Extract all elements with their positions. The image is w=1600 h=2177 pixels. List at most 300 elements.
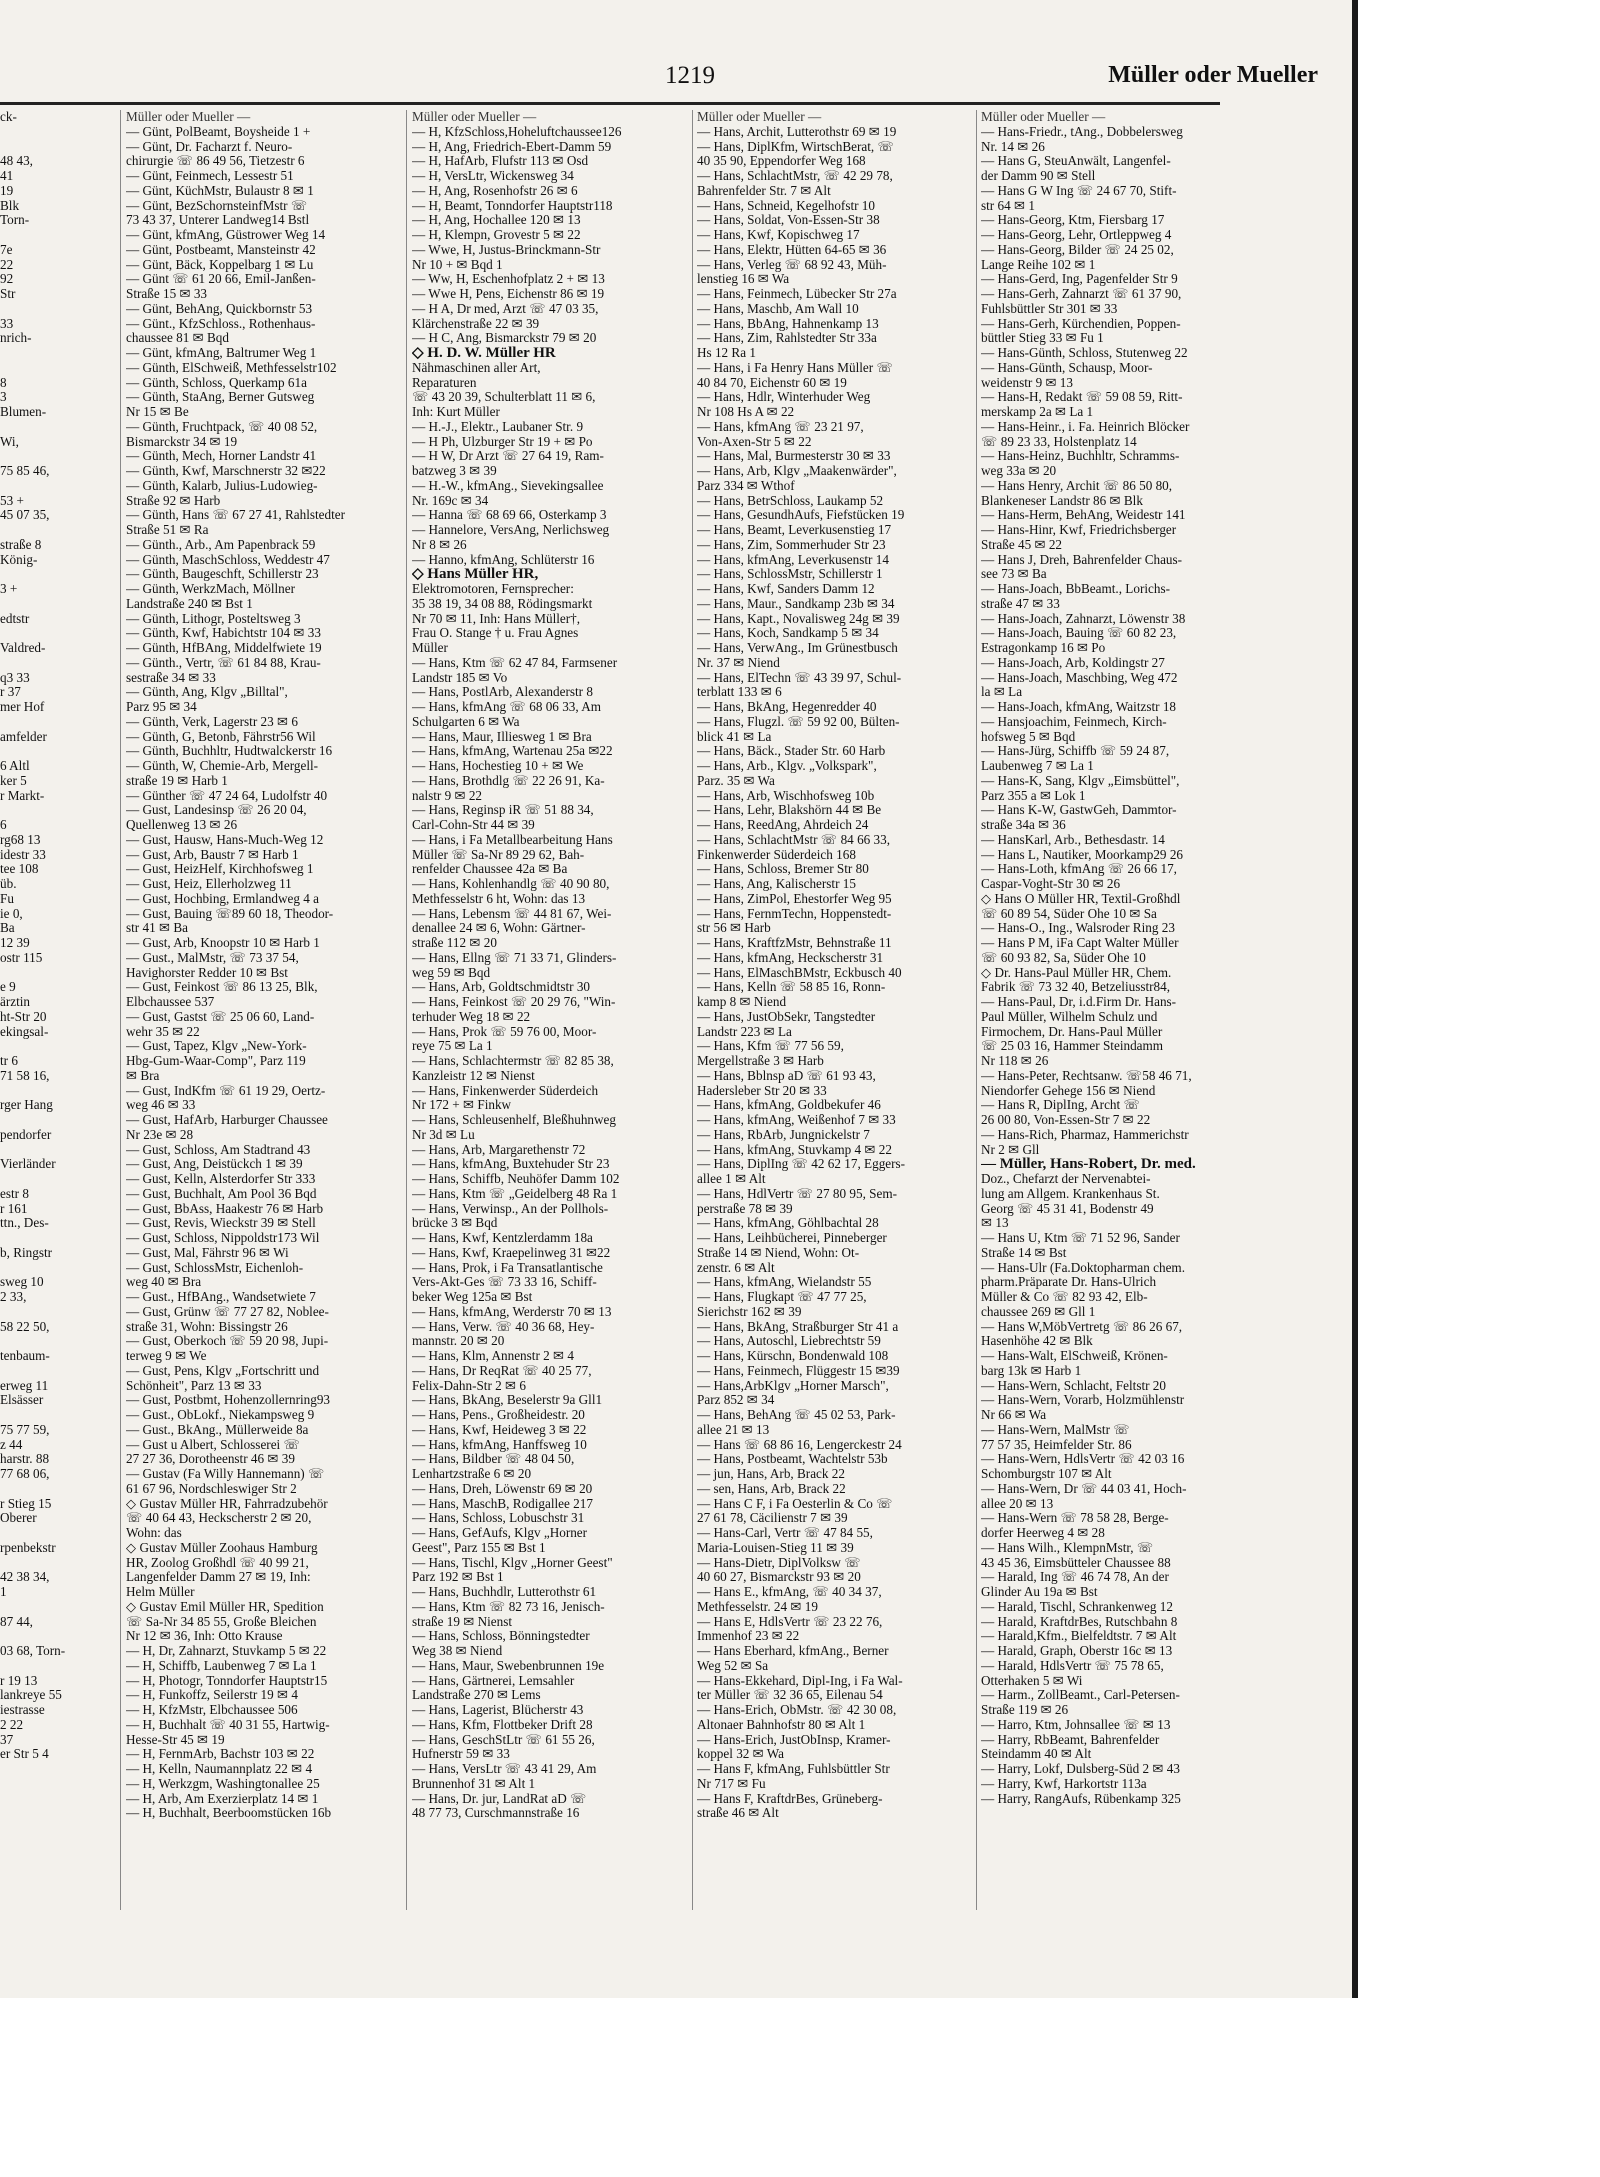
directory-entry-line: — Hans, Hdlr, Winterhuder Weg [697,389,871,405]
column-heading: Müller oder Mueller — [126,110,251,124]
directory-entry-line: — Hans-Joach, BbBeamt., Lorichs- [981,581,1170,596]
directory-entry-line: str 41 ✉ Ba [126,920,188,936]
directory-entry-line: weidenstr 9 ✉ 13 [981,374,1073,390]
directory-entry-line: — Hans, i Fa Henry Hans Müller ☏ [697,359,893,375]
stub-line [0,1526,120,1541]
directory-entry-line: — Hans, ReedAng, Ahrdeich 24 [697,817,869,832]
directory-entry-line: — Günth, MaschSchloss, Weddestr 47 [126,551,330,567]
directory-entry-line: — Hans-Wern, Vorarb, Holzmühlenstr [981,1392,1185,1408]
directory-entry-line: 27 61 78, Cäcilienstr 7 ✉ 39 [697,1510,848,1526]
directory-entry-line: — Hans, Verw. ☏ 40 36 68, Hey- [412,1318,595,1334]
directory-entry-line: Nr 8 ✉ 26 [412,536,467,552]
directory-entry-line: — H, Funkoffz, Seilerstr 19 ✉ 4 [126,1687,298,1703]
directory-entry-line: ✉ 13 [981,1215,1009,1231]
stub-line: Torn- [0,212,30,228]
directory-entry-line: — Hans, kfmAng, Göhlbachtal 28 [697,1215,879,1231]
directory-entry-line: — Hans-Joach, Arb, Koldingstr 27 [981,654,1165,670]
directory-entry-line: — Günth, Mech, Horner Landstr 41 [126,448,317,464]
directory-entry-line: — Gust, Buchhalt, Am Pool 36 Bqd [126,1185,317,1201]
directory-entry-line: Vers-Akt-Ges ☏ 73 33 16, Schiff- [412,1274,597,1290]
directory-entry-line: — Hans, Mal, Burmesterstr 30 ✉ 33 [697,448,891,464]
directory-entry-line: — Hans C F, i Fa Oesterlin & Co ☏ [697,1495,893,1511]
directory-entry-line: — Hans, ElTechn ☏ 43 39 97, Schul- [697,669,902,685]
directory-entry-line: — Hans, Schneid, Kegelhofstr 10 [697,197,875,213]
directory-entry-line: — Gust, Postbmt, Hohenzollernring93 [126,1392,331,1408]
directory-entry-line: ◇ H. D. W. Müller HR [412,345,556,361]
directory-entry-line: Frau O. Stange † u. Frau Agnes [412,625,579,641]
directory-entry-line: — H, Photogr, Tonndorfer Hauptstr15 [126,1672,328,1688]
directory-entry-line: lenstieg 16 ✉ Wa [697,271,790,287]
directory-entry-line: — Hans-O., Ing., Walsroder Ring 23 [981,920,1175,936]
directory-entry-line: — Hans G, SteuAnwält, Langenfel- [981,153,1171,169]
column-divider [976,110,977,1910]
stub-line [0,346,120,361]
directory-entry-line: — Günth., Arb., Am Papenbrack 59 [126,536,316,552]
directory-entry-line: — Hans, Gärtnerei, Lemsahler [412,1672,575,1688]
directory-entry-line: Nr 3d ✉ Lu [412,1126,475,1142]
directory-entry-line: — Gust, HafArb, Harburger Chaussee [126,1112,328,1127]
directory-column-2 [412,110,688,1821]
directory-entry-line: — Gust., ObLokf., Niekampsweg 9 [126,1407,315,1422]
stub-line: Oberer [0,1510,37,1526]
directory-entry-line: renfelder Chaussee 42a ✉ Ba [412,861,568,877]
header-rule [0,102,1220,105]
directory-entry-line: straße 46 ✉ Alt [697,1805,779,1821]
directory-entry-line: — Hans, Verleg ☏ 68 92 43, Müh- [697,256,887,272]
directory-entry-line: — Hans, SchlossMstr, Schillerstr 1 [697,566,883,582]
directory-entry-line: — Hans F, kfmAng, Fuhlsbüttler Str [697,1761,890,1776]
directory-entry-line: — Hans U, Ktm ☏ 71 52 96, Sander [981,1230,1180,1245]
directory-entry-line: — Hanna ☏ 68 69 66, Osterkamp 3 [412,507,607,523]
directory-entry-line: — H, Klempn, Grovestr 5 ✉ 22 [412,227,581,242]
directory-entry-line: — Hans, Verwinsp., An der Pollhols- [412,1200,609,1216]
directory-entry-line: — Günth., Vertr, ☏ 61 84 88, Krau- [126,654,321,670]
directory-entry-line: — Hans, kfmAng, Hanffsweg 10 [412,1436,587,1452]
directory-entry-line: — Hans, Lehr, Blakshörn 44 ✉ Be [697,802,882,818]
directory-entry-line: — Günth, Buchhltr, Hudtwalckerstr 16 [126,743,333,759]
stub-line: Blumen- [0,404,47,419]
directory-entry-line: — Gust, Landesinsp ☏ 26 20 04, [126,802,307,818]
stub-line: 6 Altl [0,758,30,773]
directory-entry-line: ✉ Bra [126,1067,160,1083]
directory-entry-line: — Günt ☏ 61 20 66, Emil-Janßen- [126,271,316,287]
directory-entry-line: Immenhof 23 ✉ 22 [697,1628,800,1644]
directory-entry-line: weg 33a ✉ 20 [981,463,1057,478]
directory-entry-line: — Hans, Ang, Kalischerstr 15 [697,876,856,891]
directory-entry-line: — Hans, SchlachtMstr ☏ 84 66 33, [697,831,891,847]
directory-entry-line: chirurgie ☏ 86 49 56, Tietzestr 6 [126,153,305,169]
directory-entry-line: — Harald, KraftdrBes, Rutschbahn 8 [981,1613,1178,1629]
stub-line: 19 [0,182,14,198]
directory-entry-line: — Hans, Koch, Sandkamp 5 ✉ 34 [697,625,879,641]
directory-entry-line: — Hans, kfmAng, Heckscherstr 31 [697,949,884,965]
directory-entry-line: — Hans-H, Redakt ☏ 59 08 59, Ritt- [981,389,1183,405]
directory-entry-line: — Günth, WerkzMach, Möllner [126,581,295,596]
directory-entry-line: — Hans, Kohlenhandlg ☏ 40 90 80, [412,876,610,891]
stub-line: b, Ringstr [0,1244,53,1260]
directory-entry-line: — Gust, Feinkost ☏ 86 13 25, Blk, [126,979,318,995]
directory-entry-line: — Hans, Prok, i Fa Transatlantische [412,1259,603,1275]
directory-entry-line: ☏ 60 93 82, Sa, Süder Ohe 10 [981,949,1146,965]
stub-line: König- [0,551,38,567]
directory-entry-line: Straße 45 ✉ 22 [981,536,1063,552]
directory-entry-line: — H, Ang, Friedrich-Ebert-Damm 59 [412,138,612,154]
directory-entry-line: ◇ Gustav Emil Müller HR, Spedition [126,1598,324,1614]
stub-line [0,1305,120,1320]
stub-line [0,449,120,464]
directory-entry-line: chaussee 269 ✉ Gll 1 [981,1303,1096,1319]
directory-entry-line: chaussee 81 ✉ Bqd [126,330,229,346]
directory-entry-line: — Hans, Dr. jur, LandRat aD ☏ [412,1790,587,1806]
directory-entry-line: — Hans, Kwf, Kopischweg 17 [697,227,860,242]
directory-entry-line: Nr 108 Hs A ✉ 22 [697,404,795,419]
directory-entry-line: terhuder Weg 18 ✉ 22 [412,1008,531,1024]
stub-line: ht-Str 20 [0,1008,47,1024]
directory-entry-line: Carl-Cohn-Str 44 ✉ 39 [412,817,535,832]
directory-entry-line: — Hans, DiplKfm, WirtschBerat, ☏ [697,138,895,154]
stub-line: erweg 11 [0,1377,49,1393]
directory-entry-line: — Hans-Peter, Rechtsanw. ☏58 46 71, [981,1067,1192,1083]
directory-entry-line: — Gust, Revis, Wieckstr 39 ✉ Stell [126,1215,316,1231]
stub-line: r Markt- [0,787,45,803]
directory-entry-line: — Harry, RbBeamt, Bahrenfelder [981,1731,1160,1747]
directory-entry-line: — Hans, MaschB, Rodigallee 217 [412,1495,593,1511]
directory-entry-line: — Hans-Friedr., tAng., Dobbelersweg [981,123,1183,139]
directory-entry-line: ☏ 25 03 16, Hammer Steindamm [981,1038,1164,1054]
directory-entry-line: Landstraße 270 ✉ Lems [412,1687,541,1703]
directory-entry-line: — Hans-Erich, ObMstr. ☏ 42 30 08, [697,1702,897,1717]
directory-entry-line: — Harald,Kfm., Bielfeldtstr. 7 ✉ Alt [981,1628,1177,1644]
stub-line [0,744,120,759]
stub-line: Fu [0,890,14,906]
directory-entry-line: — Hans-K, Sang, Klgv „Eimsbüttel", [981,772,1180,788]
stub-line: straße 8 [0,536,42,552]
directory-entry-line: — Hans, BbAng, Hahnenkamp 13 [697,315,879,331]
stub-line [0,140,120,155]
directory-entry-line: mannstr. 20 ✉ 20 [412,1333,505,1349]
directory-entry-line: Firmochem, Dr. Hans-Paul Müller [981,1023,1163,1039]
directory-entry-line: Lange Reihe 102 ✉ 1 [981,256,1096,272]
directory-entry-line: straße 34a ✉ 36 [981,817,1066,832]
directory-entry-line: Nr 12 ✉ 36, Inh: Otto Krause [126,1628,283,1644]
directory-entry-line: lung am Allgem. Krankenhaus St. [981,1185,1160,1201]
directory-entry-line: — Hans, Feinkost ☏ 20 29 76, "Win- [412,994,616,1009]
stub-line: 8 [0,374,7,390]
stub-line [0,1113,120,1128]
directory-entry-line: str 64 ✉ 1 [981,197,1035,213]
directory-entry-line: — Hans-Carl, Vertr ☏ 47 84 55, [697,1525,873,1540]
directory-entry-line: Geest", Parz 155 ✉ Bst 1 [412,1539,546,1555]
directory-entry-line: Altonaer Bahnhofstr 80 ✉ Alt 1 [697,1716,866,1732]
directory-entry-line: — Hans-Hinr, Kwf, Friedrichsberger [981,522,1177,537]
stub-line: pendorfer [0,1126,52,1142]
stub-line: harstr. 88 [0,1451,50,1467]
directory-entry-line: — Hans, kfmAng, Wielandstr 55 [697,1274,872,1290]
directory-entry-line: — H, Ang, Hochallee 120 ✉ 13 [412,212,581,228]
directory-entry-line: — H A, Dr med, Arzt ☏ 47 03 35, [412,300,599,316]
directory-entry-line: — sen, Hans, Arb, Brack 22 [697,1480,846,1496]
directory-entry-line: wehr 35 ✉ 22 [126,1023,200,1039]
directory-entry-line: — Harry, RangAufs, Rübenkamp 325 [981,1790,1181,1806]
directory-entry-line: see 73 ✉ Ba [981,566,1047,582]
directory-entry-line: Straße 14 ✉ Niend, Wohn: Ot- [697,1244,860,1260]
stub-line [0,1143,120,1158]
directory-entry-line: — Hans, i Fa Metallbearbeitung Hans [412,831,613,847]
stub-line: 87 44, [0,1613,33,1629]
directory-entry-line: — Harry, Lokf, Dulsberg-Süd 2 ✉ 43 [981,1761,1180,1776]
stub-line: ekingsal- [0,1023,49,1039]
directory-entry-line: — Hans Wilh., KlempnMstr, ☏ [981,1539,1154,1555]
directory-entry-line: Nr 118 ✉ 26 [981,1053,1049,1068]
directory-entry-line: — Hans, Arb, Goldtschmidtstr 30 [412,979,591,995]
directory-entry-line: — Hans, Dr ReqRat ☏ 40 25 77, [412,1362,592,1378]
directory-entry-line: — Hans, Kelln ☏ 58 85 16, Ronn- [697,979,886,995]
directory-entry-line: — Günth, Kwf, Marschnerstr 32 ✉22 [126,463,326,478]
directory-entry-line: — Hans, Archit, Lutterothstr 69 ✉ 19 [697,123,897,139]
directory-entry-line: — Günth, Fruchtpack, ☏ 40 08 52, [126,418,318,434]
directory-entry-line: — Hans, GefAufs, Klgv „Horner [412,1525,588,1540]
directory-entry-line: — H, Dr, Zahnarzt, Stuvkamp 5 ✉ 22 [126,1643,327,1658]
directory-entry-line: — Harald, HdlsVertr ☏ 75 78 65, [981,1657,1164,1673]
stub-line [0,1172,120,1187]
directory-entry-line: — Hans, KraftfzMstr, Behnstraße 11 [697,935,892,950]
directory-entry-line: — H, KfzSchloss,Hoheluftchaussee126 [412,123,622,139]
directory-entry-line: — Gust, SchlossMstr, Eichenloh- [126,1259,304,1275]
stub-line: idestr 33 [0,846,46,862]
directory-entry-line: Nr 10 + ✉ Bqd 1 [412,256,503,272]
directory-entry-line: — Hans, Maur, Illiesweg 1 ✉ Bra [412,728,592,744]
directory-entry-line: — Wwe, H, Justus-Brinckmann-Str [412,241,601,257]
stub-line [0,302,120,317]
stub-line: 53 + [0,492,24,508]
directory-entry-line: — Günth, Lithogr, Posteltsweg 3 [126,610,301,626]
directory-entry-line: Elbchaussee 537 [126,994,215,1009]
directory-entry-line: terblatt 133 ✉ 6 [697,684,782,700]
stub-line: edtstr [0,610,30,626]
directory-entry-line: — Günth, Baugeschft, Schillerstr 23 [126,566,319,582]
directory-entry-line: — Hans, Elektr, Hütten 64-65 ✉ 36 [697,241,887,257]
directory-entry-line: — Hans-Ekkehard, Dipl-Ing, i Fa Wal- [697,1672,903,1688]
stub-line: iestrasse [0,1702,45,1717]
directory-entry-line: — Hans, kfmAng, Stuvkamp 4 ✉ 22 [697,1141,892,1157]
directory-entry-line: — H, Beamt, Tonndorfer Hauptstr118 [412,197,613,213]
directory-entry-line: pharm.Präparate Dr. Hans-Ulrich [981,1274,1157,1290]
directory-entry-line: — Hans, BetrSchloss, Laukamp 52 [697,492,884,508]
directory-entry-line: Reparaturen [412,374,477,390]
directory-entry-line: — Günth, HfBAng, Middelfwiete 19 [126,640,322,655]
directory-entry-line: — Hans-Loth, kfmAng ☏ 26 66 17, [981,861,1177,877]
directory-entry-line: — Hans, Dreh, Löwenstr 69 ✉ 20 [412,1480,593,1496]
directory-entry-line: — Gust, Tapez, Klgv „New-York- [126,1038,307,1054]
directory-entry-line: — Hans, SchlachtMstr, ☏ 42 29 78, [697,168,893,183]
directory-entry-line: — HansKarl, Arb., Bethesdastr. 14 [981,831,1165,847]
directory-entry-line: Von-Axen-Str 5 ✉ 22 [697,433,812,449]
stub-line [0,1261,120,1276]
stub-line: 03 68, Torn- [0,1643,66,1658]
directory-entry-line: — Hans, Arb, Klgv „Maakenwärder", [697,463,897,478]
directory-entry-line: ☏ 89 23 33, Holstenplatz 14 [981,433,1137,449]
directory-entry-line: beker Weg 125a ✉ Bst [412,1289,533,1304]
directory-entry-line: — Hans ☏ 68 86 16, Lengerckestr 24 [697,1436,902,1452]
directory-entry-line: — Hans,ArbKlgv „Horner Marsch", [697,1377,889,1393]
directory-entry-line: Hs 12 Ra 1 [697,345,756,360]
directory-entry-line: — Günth, Hans ☏ 67 27 41, Rahlstedter [126,507,346,523]
stub-line: Ba [0,920,15,936]
directory-entry-line: Hasenhöhe 42 ✉ Blk [981,1333,1093,1349]
directory-entry-line: — Harald, Graph, Oberstr 16c ✉ 13 [981,1643,1173,1658]
directory-entry-line: — Gust, HeizHelf, Kirchhofsweg 1 [126,861,314,877]
directory-entry-line: — Hans-Günth, Schausp, Moor- [981,359,1153,375]
directory-entry-line: — H.-J., Elektr., Laubaner Str. 9 [412,418,584,434]
directory-entry-line: 40 35 90, Eppendorfer Weg 168 [697,153,866,169]
page-title: Müller oder Mueller [1108,62,1318,88]
directory-entry-line: Niendorfer Gehege 156 ✉ Niend [981,1082,1156,1098]
directory-entry-line: — Hans W,MöbVertretg ☏ 86 26 67, [981,1318,1183,1334]
directory-entry-line: Nr 15 ✉ Be [126,404,189,419]
directory-entry-line: — Hans-Günth, Schloss, Stutenweg 22 [981,345,1188,360]
directory-entry-line: ☏ Sa-Nr 34 85 55, Große Bleichen [126,1613,317,1629]
scan-margin [0,1998,1600,2177]
directory-entry-line: 73 43 37, Unterer Landweg14 Bstl [126,212,310,228]
stub-line: 3 [0,389,7,405]
stub-line: 48 43, [0,153,33,169]
directory-entry-line: Estragonkamp 16 ✉ Po [981,640,1106,655]
stub-line: ker 5 [0,772,27,788]
directory-entry-line: — Hannelore, VersAng, Nerlichsweg [412,522,610,537]
directory-entry-line: — Günt, Dr. Facharzt f. Neuro- [126,138,293,154]
stub-line: 92 [0,271,14,287]
stub-line: 1 [0,1584,7,1599]
directory-entry-line: Parz 192 ✉ Bst 1 [412,1569,504,1585]
directory-column-4 [981,110,1226,1806]
directory-entry-line: ◇ Gustav Müller Zoohaus Hamburg [126,1539,318,1555]
directory-entry-line: — Günth, Verk, Lagerstr 23 ✉ 6 [126,713,298,729]
directory-entry-line: ter Müller ☏ 32 36 65, Eilenau 54 [697,1687,883,1703]
directory-entry-line: barg 13k ✉ Harb 1 [981,1362,1082,1378]
directory-entry-line: — Harro, Ktm, Johnsallee ☏ ✉ 13 [981,1716,1171,1732]
stub-line: mer Hof [0,699,45,714]
stub-line [0,1482,120,1497]
stub-line [0,626,120,641]
directory-entry-line: Blankeneser Landstr 86 ✉ Blk [981,492,1143,508]
directory-entry-line: straße 112 ✉ 20 [412,935,497,950]
directory-entry-line: — Hans G W Ing ☏ 24 67 70, Stift- [981,182,1177,198]
stub-line [0,1231,120,1246]
directory-entry-line: — Hans-Joach, Maschbing, Weg 472 [981,669,1178,685]
directory-entry-line: Otterhaken 5 ✉ Wi [981,1672,1083,1688]
directory-entry-line: reye 75 ✉ La 1 [412,1038,493,1054]
stub-line: 6 [0,817,7,832]
stub-line [0,1408,120,1423]
directory-entry-line: str 56 ✉ Harb [697,920,771,936]
directory-entry-line: Straße 119 ✉ 26 [981,1702,1069,1717]
directory-entry-line: — Hans, FernmTechn, Hoppenstedt- [697,905,892,921]
directory-entry-line: Straße 92 ✉ Harb [126,492,221,508]
directory-entry-line: terweg 9 ✉ We [126,1348,207,1363]
directory-entry-line: — Hans, Ktm ☏ 62 47 84, Farmsener [412,654,618,670]
directory-entry-line: Maria-Louisen-Stieg 11 ✉ 39 [697,1539,854,1555]
directory-entry-line: — Günth, Ang, Klgv „Billtal", [126,684,288,700]
directory-entry-line: Weg 52 ✉ Sa [697,1657,769,1673]
stub-line: 2 33, [0,1289,27,1304]
directory-entry-line: — Hans, Beamt, Leverkusenstieg 17 [697,522,892,537]
directory-entry-line: merskamp 2a ✉ La 1 [981,404,1094,419]
directory-entry-line: — Günth, StaAng, Berner Gutsweg [126,389,315,405]
directory-entry-line: — Hans, PostlArb, Alexanderstr 8 [412,684,593,700]
directory-entry-line: — Hans-Wern ☏ 78 58 28, Berge- [981,1510,1169,1526]
directory-entry-line: — Hans-Joach, kfmAng, Waitzstr 18 [981,699,1177,714]
stub-line [0,1629,120,1644]
directory-entry-line: — Gust., HfBAng., Wandsetwiete 7 [126,1289,316,1304]
directory-entry-line: ☏ 43 20 39, Schulterblatt 11 ✉ 6, [412,389,596,405]
stub-line: 75 77 59, [0,1421,50,1437]
directory-entry-line: 27 27 36, Dorotheenstr 46 ✉ 39 [126,1451,295,1467]
directory-entry-line: — Hans, Kwf, Heideweg 3 ✉ 22 [412,1421,587,1437]
stub-line: rpenbekstr [0,1539,56,1555]
directory-entry-line: — Hans, Feinmech, Lübecker Str 27a [697,286,897,301]
directory-entry-line: Müller ☏ Sa-Nr 89 29 62, Bah- [412,846,585,862]
directory-entry-line: — Hans, kfmAng, Wartenau 25a ✉22 [412,743,613,759]
stub-line [0,228,120,243]
directory-entry-line: — Hans, Leihbücherei, Pinneberger [697,1230,887,1245]
directory-entry-line: Klärchenstraße 22 ✉ 39 [412,315,540,331]
directory-entry-line: — Harm., ZollBeamt., Carl-Petersen- [981,1687,1180,1703]
directory-entry-line: Müller [412,640,448,655]
directory-entry-line: Felix-Dahn-Str 2 ✉ 6 [412,1377,526,1393]
directory-entry-line: — Günth, Kalarb, Julius-Ludowieg- [126,477,318,493]
directory-entry-line: — Hans, RbArb, Jungnickelstr 7 [697,1126,870,1142]
directory-entry-line: — H, Arb, Am Exerzierplatz 14 ✉ 1 [126,1790,319,1806]
directory-entry-line: — Hans, Flugzl. ☏ 59 92 00, Bülten- [697,713,900,729]
column-divider [692,110,693,1910]
directory-entry-line: — Hans, Klm, Annenstr 2 ✉ 4 [412,1348,574,1363]
directory-entry-line: — Hans E, HdlsVertr ☏ 23 22 76, [697,1613,883,1629]
stub-line: sweg 10 [0,1274,44,1290]
directory-entry-line: — Hans-Heinr., i. Fa. Heinrich Blöcker [981,418,1190,434]
page-header [0,58,1358,98]
directory-entry-line: Parz 95 ✉ 34 [126,699,197,714]
directory-entry-line: weg 46 ✉ 33 [126,1097,196,1113]
stub-line [0,1039,120,1054]
stub-line: Vierländer [0,1156,56,1172]
directory-entry-line: — Gust, IndKfm ☏ 61 19 29, Oertz- [126,1082,326,1098]
directory-entry-line: 48 77 73, Curschmannstraße 16 [412,1805,580,1821]
directory-entry-line: — Hans, Autoschl, Liebrechtstr 59 [697,1333,881,1349]
directory-entry-line: — Günt, kfmAng, Güstrower Weg 14 [126,227,326,242]
stub-line: 77 68 06, [0,1466,50,1481]
directory-entry-line: — Hans, Buchhdlr, Lutterothstr 61 [412,1584,597,1599]
directory-entry-line: Parz 334 ✉ Wthof [697,477,795,493]
directory-entry-line: — Gust, Grünw ☏ 77 27 82, Noblee- [126,1303,329,1319]
stub-line [0,966,120,981]
directory-entry-line: — Hans, GesundhAufs, Fiefstücken 19 [697,507,905,523]
directory-entry-line: zenstr. 6 ✉ Alt [697,1259,775,1275]
directory-entry-line: — Hans, VerwAng., Im Grünestbusch [697,640,898,655]
directory-entry-line: — Hans, Ktm ☏ „Geidelberg 48 Ra 1 [412,1185,618,1201]
directory-entry-line: — Hans-Georg, Bilder ☏ 24 25 02, [981,241,1174,257]
directory-entry-line: — Hans-Gerh, Zahnarzt ☏ 61 37 90, [981,286,1182,301]
directory-entry-line: — Gust, Mal, Fährstr 96 ✉ Wi [126,1244,289,1260]
directory-entry-line: Fabrik ☏ 73 32 40, Betzeliusstr84, [981,979,1171,995]
directory-entry-line: Bismarckstr 34 ✉ 19 [126,433,238,449]
directory-entry-line: — Hanno, kfmAng, Schlüterstr 16 [412,551,595,567]
directory-entry-line: — Hans, Reginsp iR ☏ 51 88 34, [412,802,594,818]
stub-line: üb. [0,876,17,891]
directory-entry-line: — Hans, Tischl, Klgv „Horner Geest" [412,1554,613,1570]
directory-entry-line: Hesse-Str 45 ✉ 19 [126,1731,225,1747]
directory-entry-line: — Gust, Bauing ☏89 60 18, Theodor- [126,905,334,921]
directory-entry-line: Schomburgstr 107 ✉ Alt [981,1466,1112,1481]
